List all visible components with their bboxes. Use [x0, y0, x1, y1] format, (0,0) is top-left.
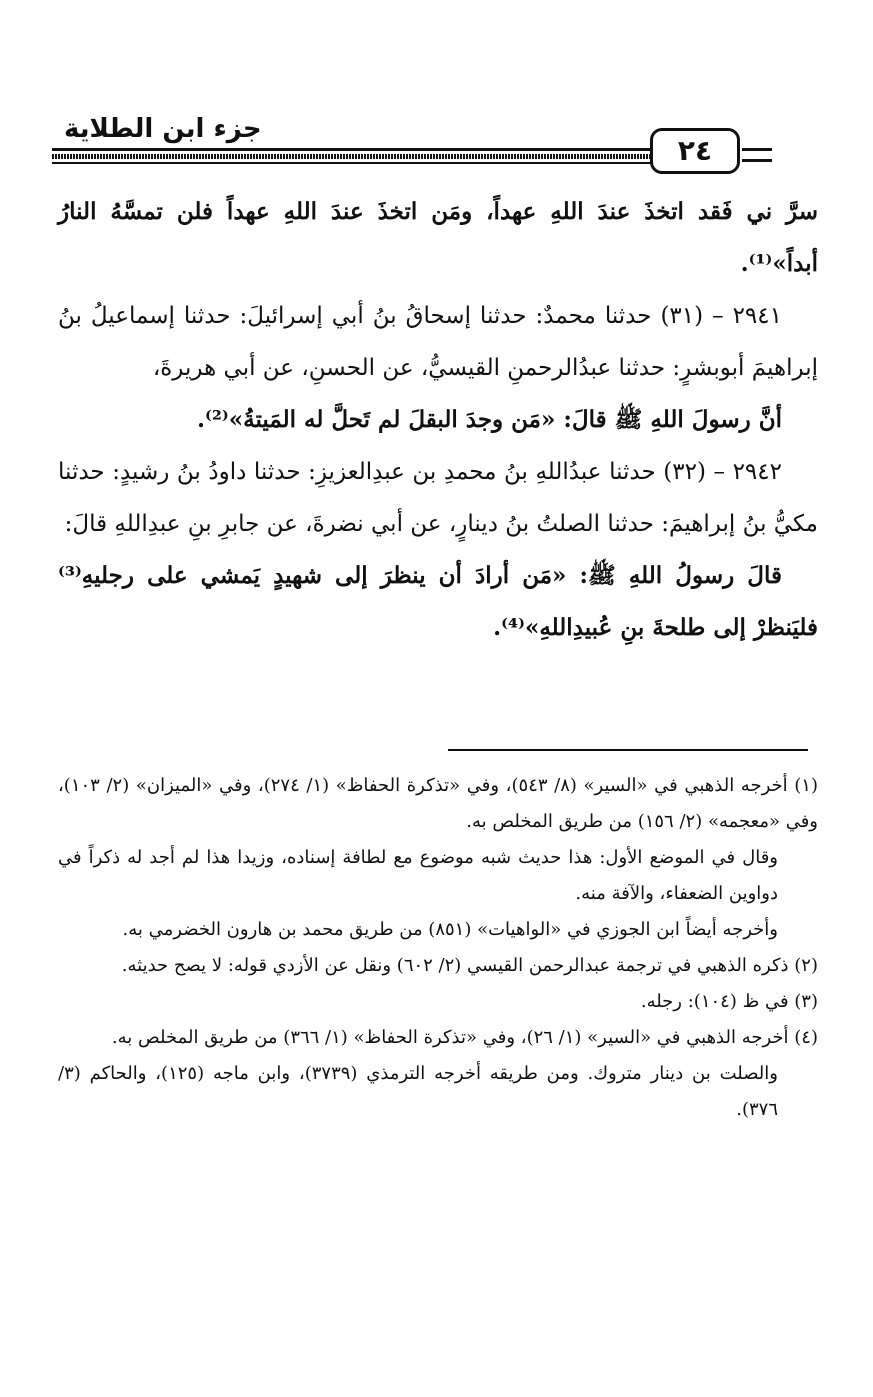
footnote-1-extra: وأخرجه أيضاً ابن الجوزي في «الواهيات» (٨٥١) من طريق محمد بن هارون الخضرمي به. [122, 919, 778, 940]
footnote-divider [448, 749, 808, 751]
footnote-4-extra: والصلت بن دينار متروك. ومن طريقه أخرجه الترمذي (٣٧٣٩)، وابن ماجه (١٢٥)، والحاكم (٣/ ٣٧٦). [58, 1063, 778, 1120]
hadith-chain-2941: ٢٩٤١ – (٣١) حدثنا محمدٌ: حدثنا إسحاقُ بنُ أبي إسرائيلَ: حدثنا إسماعيلُ بنُ إبراهيمَ أبوبشرٍ: حدثنا عبدُالرحمنِ القيسيُّ، عن الحسنِ، عن أبي هريرةَ، [58, 303, 818, 381]
footnote-3: (٣) في ظ (١٠٤): رجله. [640, 991, 818, 1012]
footnote-2: (٢) ذكره الذهبي في ترجمة عبدالرحمن القيسي (٢/ ٦٠٢) ونقل عن الأزدي قوله: لا يصح حديثه. [121, 955, 818, 976]
page-number: ٢٤ [650, 128, 740, 174]
header-rule-bottom [52, 162, 652, 164]
page-header [52, 108, 772, 178]
header-rule-pattern [52, 154, 652, 159]
book-title: جزء ابن الطلاية [64, 114, 262, 144]
footnote-1: (١) أخرجه الذهبي في «السير» (٨/ ٥٤٣)، وفي «تذكرة الحفاظ» (١/ ٢٧٤)، وفي «الميزان» (٢/ ١٠٣)، وفي «معجمه» (٢/ ١٥٦) من طريق المخلص به. [58, 775, 818, 832]
hadith-text-2942: قالَ رسولُ اللهِ ﷺ: «مَن أرادَ أن ينظرَ إلى شهيدٍ يَمشي على رجليهِ⁽³⁾ فليَنظرْ إلى طلحةَ بنِ عُبيدِاللهِ»⁽⁴⁾. [58, 562, 818, 641]
header-rule [52, 148, 652, 151]
footnote-4: (٤) أخرجه الذهبي في «السير» (١/ ٢٦)، وفي «تذكرة الحفاظ» (١/ ٣٦٦) من طريق المخلص به. [111, 1027, 818, 1048]
hadith-chain-2942: ٢٩٤٢ – (٣٢) حدثنا عبدُاللهِ بنُ محمدِ بن عبدِالعزيزِ: حدثنا داودُ بنُ رشيدٍ: حدثنا مكيُّ بنُ إبراهيمَ: حدثنا الصلتُ بنُ دينارٍ، عن أبي نضرةَ، عن جابرِ بنِ عبدِاللهِ قالَ: [58, 459, 818, 537]
header-rule-right [742, 148, 772, 162]
footnotes [58, 768, 818, 1128]
main-text [58, 186, 818, 654]
hadith-text-2941: أنَّ رسولَ اللهِ ﷺ قالَ: «مَن وجدَ البقلَ لم تَحلَّ له المَيتةُ»⁽²⁾. [196, 406, 782, 433]
footnote-1-comment: وقال في الموضع الأول: هذا حديث شبه موضوع مع لطافة إسناده، وزيدا هذا لم أجد له ذكراً في دواوين الضعفاء، والآفة منه. [58, 847, 778, 904]
hadith-text-line: سرَّ ني فَقد اتخذَ عندَ اللهِ عهداً، ومَن اتخذَ عندَ اللهِ عهداً فلن تمسَّهُ النارُ أبداً»⁽¹⁾. [58, 198, 818, 277]
